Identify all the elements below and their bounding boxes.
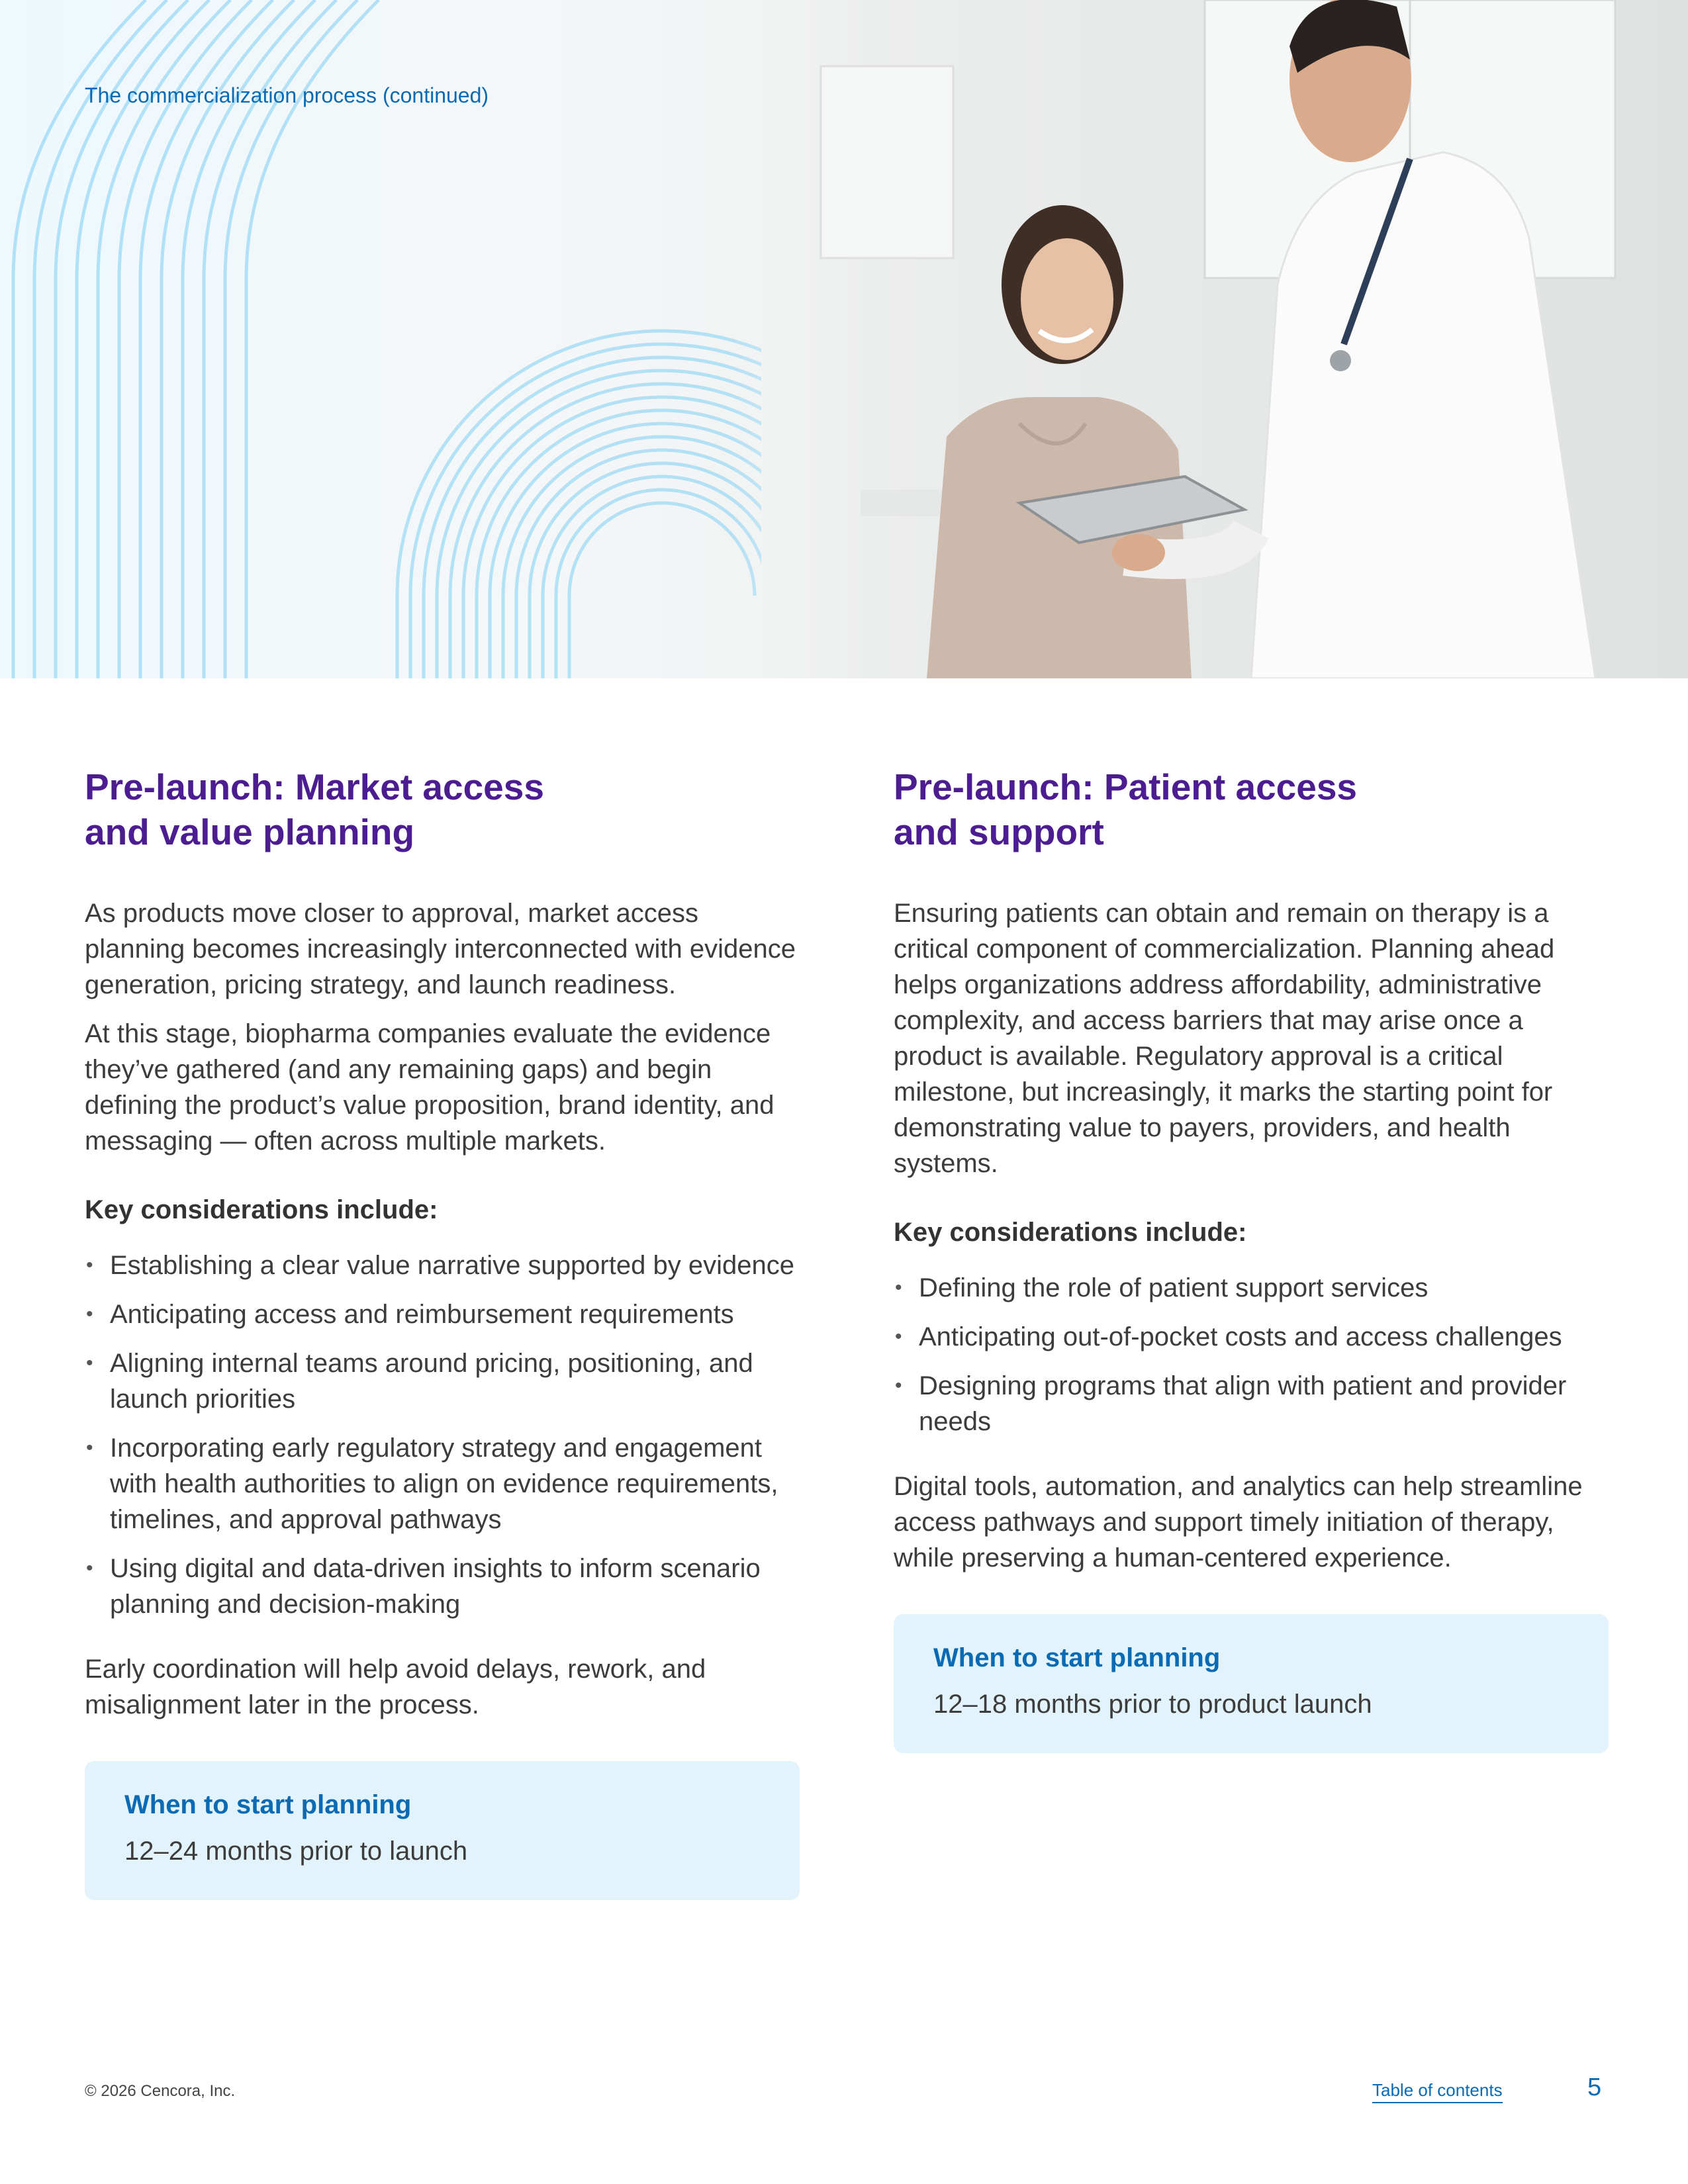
callout-title: When to start planning xyxy=(933,1643,1221,1672)
patient-access-key-considerations-label: Key considerations include: xyxy=(894,1218,1247,1247)
patient-access-heading xyxy=(894,764,1609,854)
patient-access-paragraph-1: Ensuring patients can obtain and remain on therapy is a critical component of commercialization. Planning ahead helps organizations address affordability, administrative complexity, and access barriers that may arise once a product is available. Regulatory approval is a critical milestone, but increasingly, it marks the starting point for demonstrating value to payers, providers, and health systems. xyxy=(894,899,1555,1178)
patient-access-bullet-list xyxy=(894,1270,1609,1439)
market-access-bullet-list xyxy=(85,1248,800,1622)
list-item: • Aligning internal teams around pricing, positioning, and launch priorities xyxy=(85,1345,800,1417)
patient-access-heading-line1: Pre-launch: Patient access xyxy=(894,766,1358,807)
list-item: • Incorporating early regulatory strategy and engagement with health authorities to align on evidence requirements, timelines, and approval pathways xyxy=(85,1430,800,1537)
patient-access-heading-line2: and support xyxy=(894,811,1104,852)
list-item: • Anticipating access and reimbursement requirements xyxy=(85,1297,800,1332)
market-access-heading xyxy=(85,764,800,854)
patient-access-planning-callout xyxy=(894,1614,1609,1753)
table-of-contents-link[interactable]: Table of contents xyxy=(1372,2080,1503,2103)
hero-banner xyxy=(0,0,1688,678)
market-access-paragraph-1: As products move closer to approval, market access planning becomes increasingly interconnected with evidence generation, pricing strategy, and launch readiness. xyxy=(85,899,796,999)
market-access-heading-line1: Pre-launch: Market access xyxy=(85,766,544,807)
market-access-closing: Early coordination will help avoid delays, rework, and misalignment later in the process. xyxy=(85,1655,706,1719)
market-access-planning-callout xyxy=(85,1761,800,1900)
patient-access-section xyxy=(894,764,1609,1753)
list-item: • Anticipating out-of-pocket costs and access challenges xyxy=(894,1319,1609,1355)
callout-title: When to start planning xyxy=(124,1790,412,1819)
list-item: • Designing programs that align with patient and provider needs xyxy=(894,1368,1609,1439)
list-item: • Defining the role of patient support services xyxy=(894,1270,1609,1306)
section-breadcrumb: The commercialization process (continued) xyxy=(85,83,489,107)
copyright: © 2026 Cencora, Inc. xyxy=(85,2082,236,2100)
market-access-heading-line2: and value planning xyxy=(85,811,415,852)
callout-timeline: 12–24 months prior to launch xyxy=(124,1837,468,1866)
page-number: 5 xyxy=(1587,2073,1602,2101)
patient-access-closing: Digital tools, automation, and analytics can help streamline access pathways and support timely initiation of therapy, while preserving a human-centered experience. xyxy=(894,1472,1583,1572)
list-item: • Using digital and data-driven insights to inform scenario planning and decision-making xyxy=(85,1551,800,1622)
market-access-paragraph-2: At this stage, biopharma companies evaluate the evidence they’ve gathered (and any remaining gaps) and begin defining the product’s value proposition, brand identity, and messaging — often across multiple markets. xyxy=(85,1019,774,1156)
doctor-patient-photo xyxy=(728,0,1688,678)
callout-timeline: 12–18 months prior to product launch xyxy=(933,1690,1372,1719)
market-access-section xyxy=(85,764,800,1900)
list-item: • Establishing a clear value narrative supported by evidence xyxy=(85,1248,800,1283)
market-access-key-considerations-label: Key considerations include: xyxy=(85,1195,438,1224)
